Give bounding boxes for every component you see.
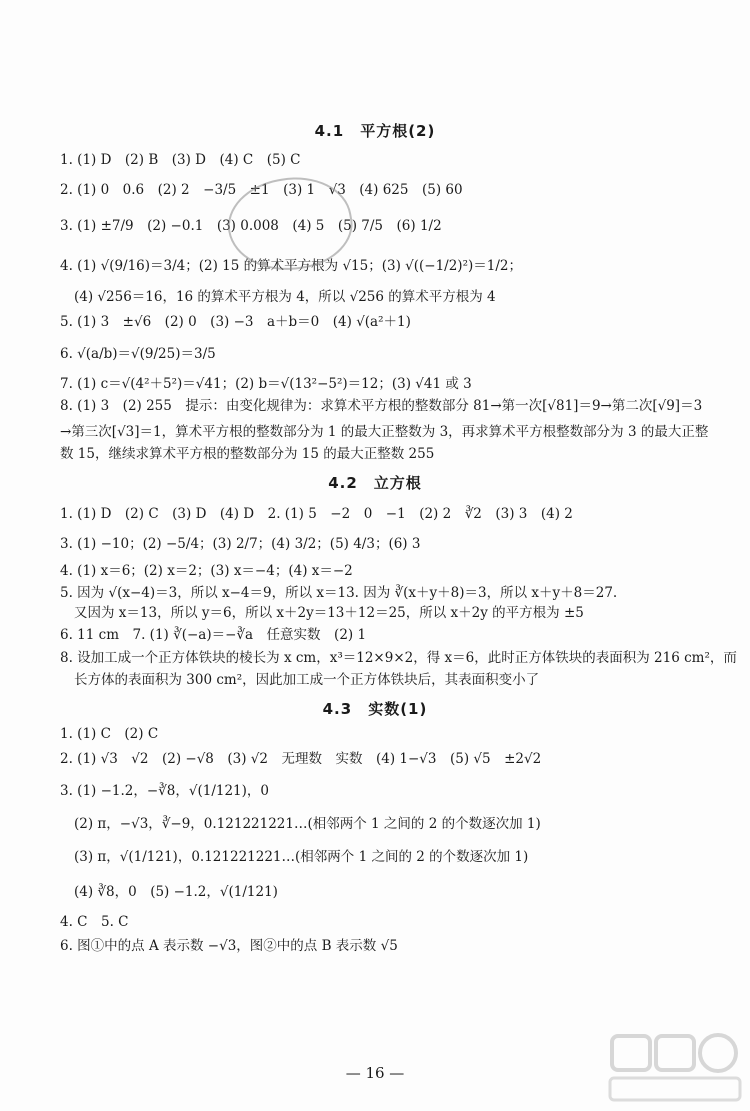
answer-line: →第三次[√3]＝1，算术平方根的整数部分为 1 的最大正整数为 3，再求算术平方根整数部分为 3 的最大正整 xyxy=(60,424,709,440)
answer-line: 4. C 5. C xyxy=(60,914,129,930)
answer-line: 5. 因为 √(x−4)＝3，所以 x−4＝9，所以 x＝13. 因为 ∛(x＋y＋8)＝3，所以 x＋y＋8＝27. xyxy=(60,585,618,601)
section-title: 4.3 实数(1) xyxy=(322,700,428,718)
answer-line: 3. (1) −10；(2) −5/4；(3) 2/7；(4) 3/2；(5) 4/3；(6) 3 xyxy=(60,536,421,552)
answer-line: 8. 设加工成一个正方体铁块的棱长为 x cm，x³＝12×9×2，得 x＝6，此时正方体铁块的表面积为 216 cm²，而 xyxy=(60,650,737,666)
answer-line: 3. (1) −1.2，−∛8，√(1/121)，0 xyxy=(60,783,269,799)
answer-line: 6. 图①中的点 A 表示数 −√3，图②中的点 B 表示数 √5 xyxy=(60,938,398,954)
answer-line: 7. (1) c＝√(4²＋5²)＝√41；(2) b＝√(13²−5²)＝12；(3) √41 或 3 xyxy=(60,376,472,392)
answer-line: 1. (1) D (2) C (3) D (4) D 2. (1) 5 −2 0 −1 (2) 2 ∛2 (3) 3 (4) 2 xyxy=(60,506,573,522)
page-number: — 16 — xyxy=(345,1064,405,1082)
answer-line: 4. (1) x＝6；(2) x＝2；(3) x＝−4；(4) x＝−2 xyxy=(60,563,353,579)
answer-line: (4) ∛8，0 (5) −1.2，√(1/121) xyxy=(74,884,278,900)
answer-line: 6. 11 cm 7. (1) ∛(−a)＝−∛a 任意实数 (2) 1 xyxy=(60,627,367,643)
answer-line: 6. √(a/b)＝√(9/25)＝3/5 xyxy=(60,346,216,362)
watermark-logo xyxy=(604,1030,746,1106)
answer-line: 3. (1) ±7/9 (2) −0.1 (3) 0.008 (4) 5 (5) 7/5 (6) 1/2 xyxy=(60,218,442,234)
answer-line: 5. (1) 3 ±√6 (2) 0 (3) −3 a＋b＝0 (4) √(a²＋1) xyxy=(60,314,411,330)
answer-line: 2. (1) √3 √2 (2) −√8 (3) √2 无理数 实数 (4) 1−√3 (5) √5 ±2√2 xyxy=(60,751,542,767)
answer-line: 又因为 x＝13，所以 y＝6，所以 x＋2y＝13＋12＝25，所以 x＋2y 的平方根为 ±5 xyxy=(74,605,584,621)
answer-line: (3) π，√(1/121)，0.121221221…(相邻两个 1 之间的 2 的个数逐次加 1) xyxy=(74,849,529,865)
answer-line: 4. (1) √(9/16)＝3/4；(2) 15 的算术平方根为 √15；(3) √((−1/2)²)＝1/2； xyxy=(60,258,522,274)
answer-line: 2. (1) 0 0.6 (2) 2 −3/5 ±1 (3) 1 √3 (4) 625 (5) 60 xyxy=(60,182,463,198)
answer-line: 长方体的表面积为 300 cm²，因此加工成一个正方体铁块后，其表面积变小了 xyxy=(74,672,540,688)
answer-line: 数 15，继续求算术平方根的整数部分为 15 的最大正整数 255 xyxy=(60,446,435,462)
answer-line: 1. (1) D (2) B (3) D (4) C (5) C xyxy=(60,152,301,168)
answer-line: (2) π，−√3，∛−9，0.121221221…(相邻两个 1 之间的 2 的个数逐次加 1) xyxy=(74,816,541,832)
section-title: 4.1 平方根(2) xyxy=(314,122,436,140)
answer-line: 8. (1) 3 (2) 255 提示：由变化规律为：求算术平方根的整数部分 81→第一次[√81]＝9→第二次[√9]＝3 xyxy=(60,398,703,414)
answer-line: 1. (1) C (2) C xyxy=(60,726,159,742)
answer-line: (4) √256＝16，16 的算术平方根为 4，所以 √256 的算术平方根为 4 xyxy=(74,289,496,305)
section-title: 4.2 立方根 xyxy=(328,474,422,492)
